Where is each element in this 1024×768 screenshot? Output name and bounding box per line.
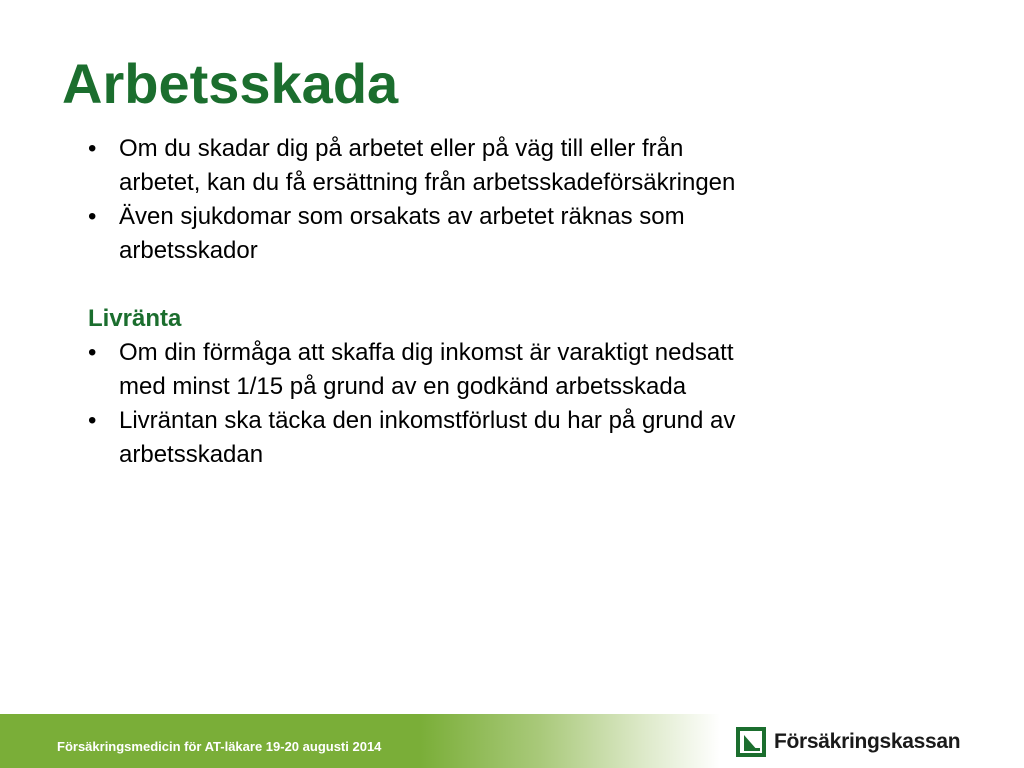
footer-text: Försäkringsmedicin för AT-läkare 19-20 augusti 2014	[57, 739, 382, 754]
bullet-item	[88, 200, 888, 268]
bullet-icon: •	[88, 407, 97, 434]
slide-title: Arbetsskada	[62, 52, 399, 115]
bullet-text: Även sjukdomar som orsakats av arbetet räknas som	[119, 203, 685, 230]
bullet-text: Om din förmåga att skaffa dig inkomst är varaktigt nedsatt	[119, 339, 734, 366]
logo-wordmark: Försäkringskassan	[774, 730, 961, 753]
bullet-list-section-1	[88, 132, 888, 268]
bullet-item	[88, 404, 888, 472]
bullet-text: Livräntan ska täcka den inkomstförlust du har på grund av	[119, 407, 736, 434]
bullet-text: arbetsskador	[119, 237, 258, 264]
spacer	[88, 268, 888, 302]
bullet-text: arbetet, kan du få ersättning från arbetsskadeförsäkringen	[119, 169, 736, 196]
section-heading-livranta: Livränta	[88, 305, 182, 332]
bullet-icon: •	[88, 135, 97, 162]
bullet-text: Om du skadar dig på arbetet eller på väg till eller från	[119, 135, 684, 162]
bullet-text: arbetsskadan	[119, 441, 264, 468]
bullet-icon: •	[88, 203, 97, 230]
forsakringskassan-logo-icon	[736, 727, 766, 757]
bullet-icon: •	[88, 339, 97, 366]
bullet-item	[88, 132, 888, 200]
forsakringskassan-logo	[736, 724, 960, 760]
bullet-list-section-2	[88, 336, 888, 472]
bullet-text: med minst 1/15 på grund av en godkänd arbetsskada	[119, 373, 687, 400]
bullet-item	[88, 336, 888, 404]
slide-body	[88, 132, 888, 472]
